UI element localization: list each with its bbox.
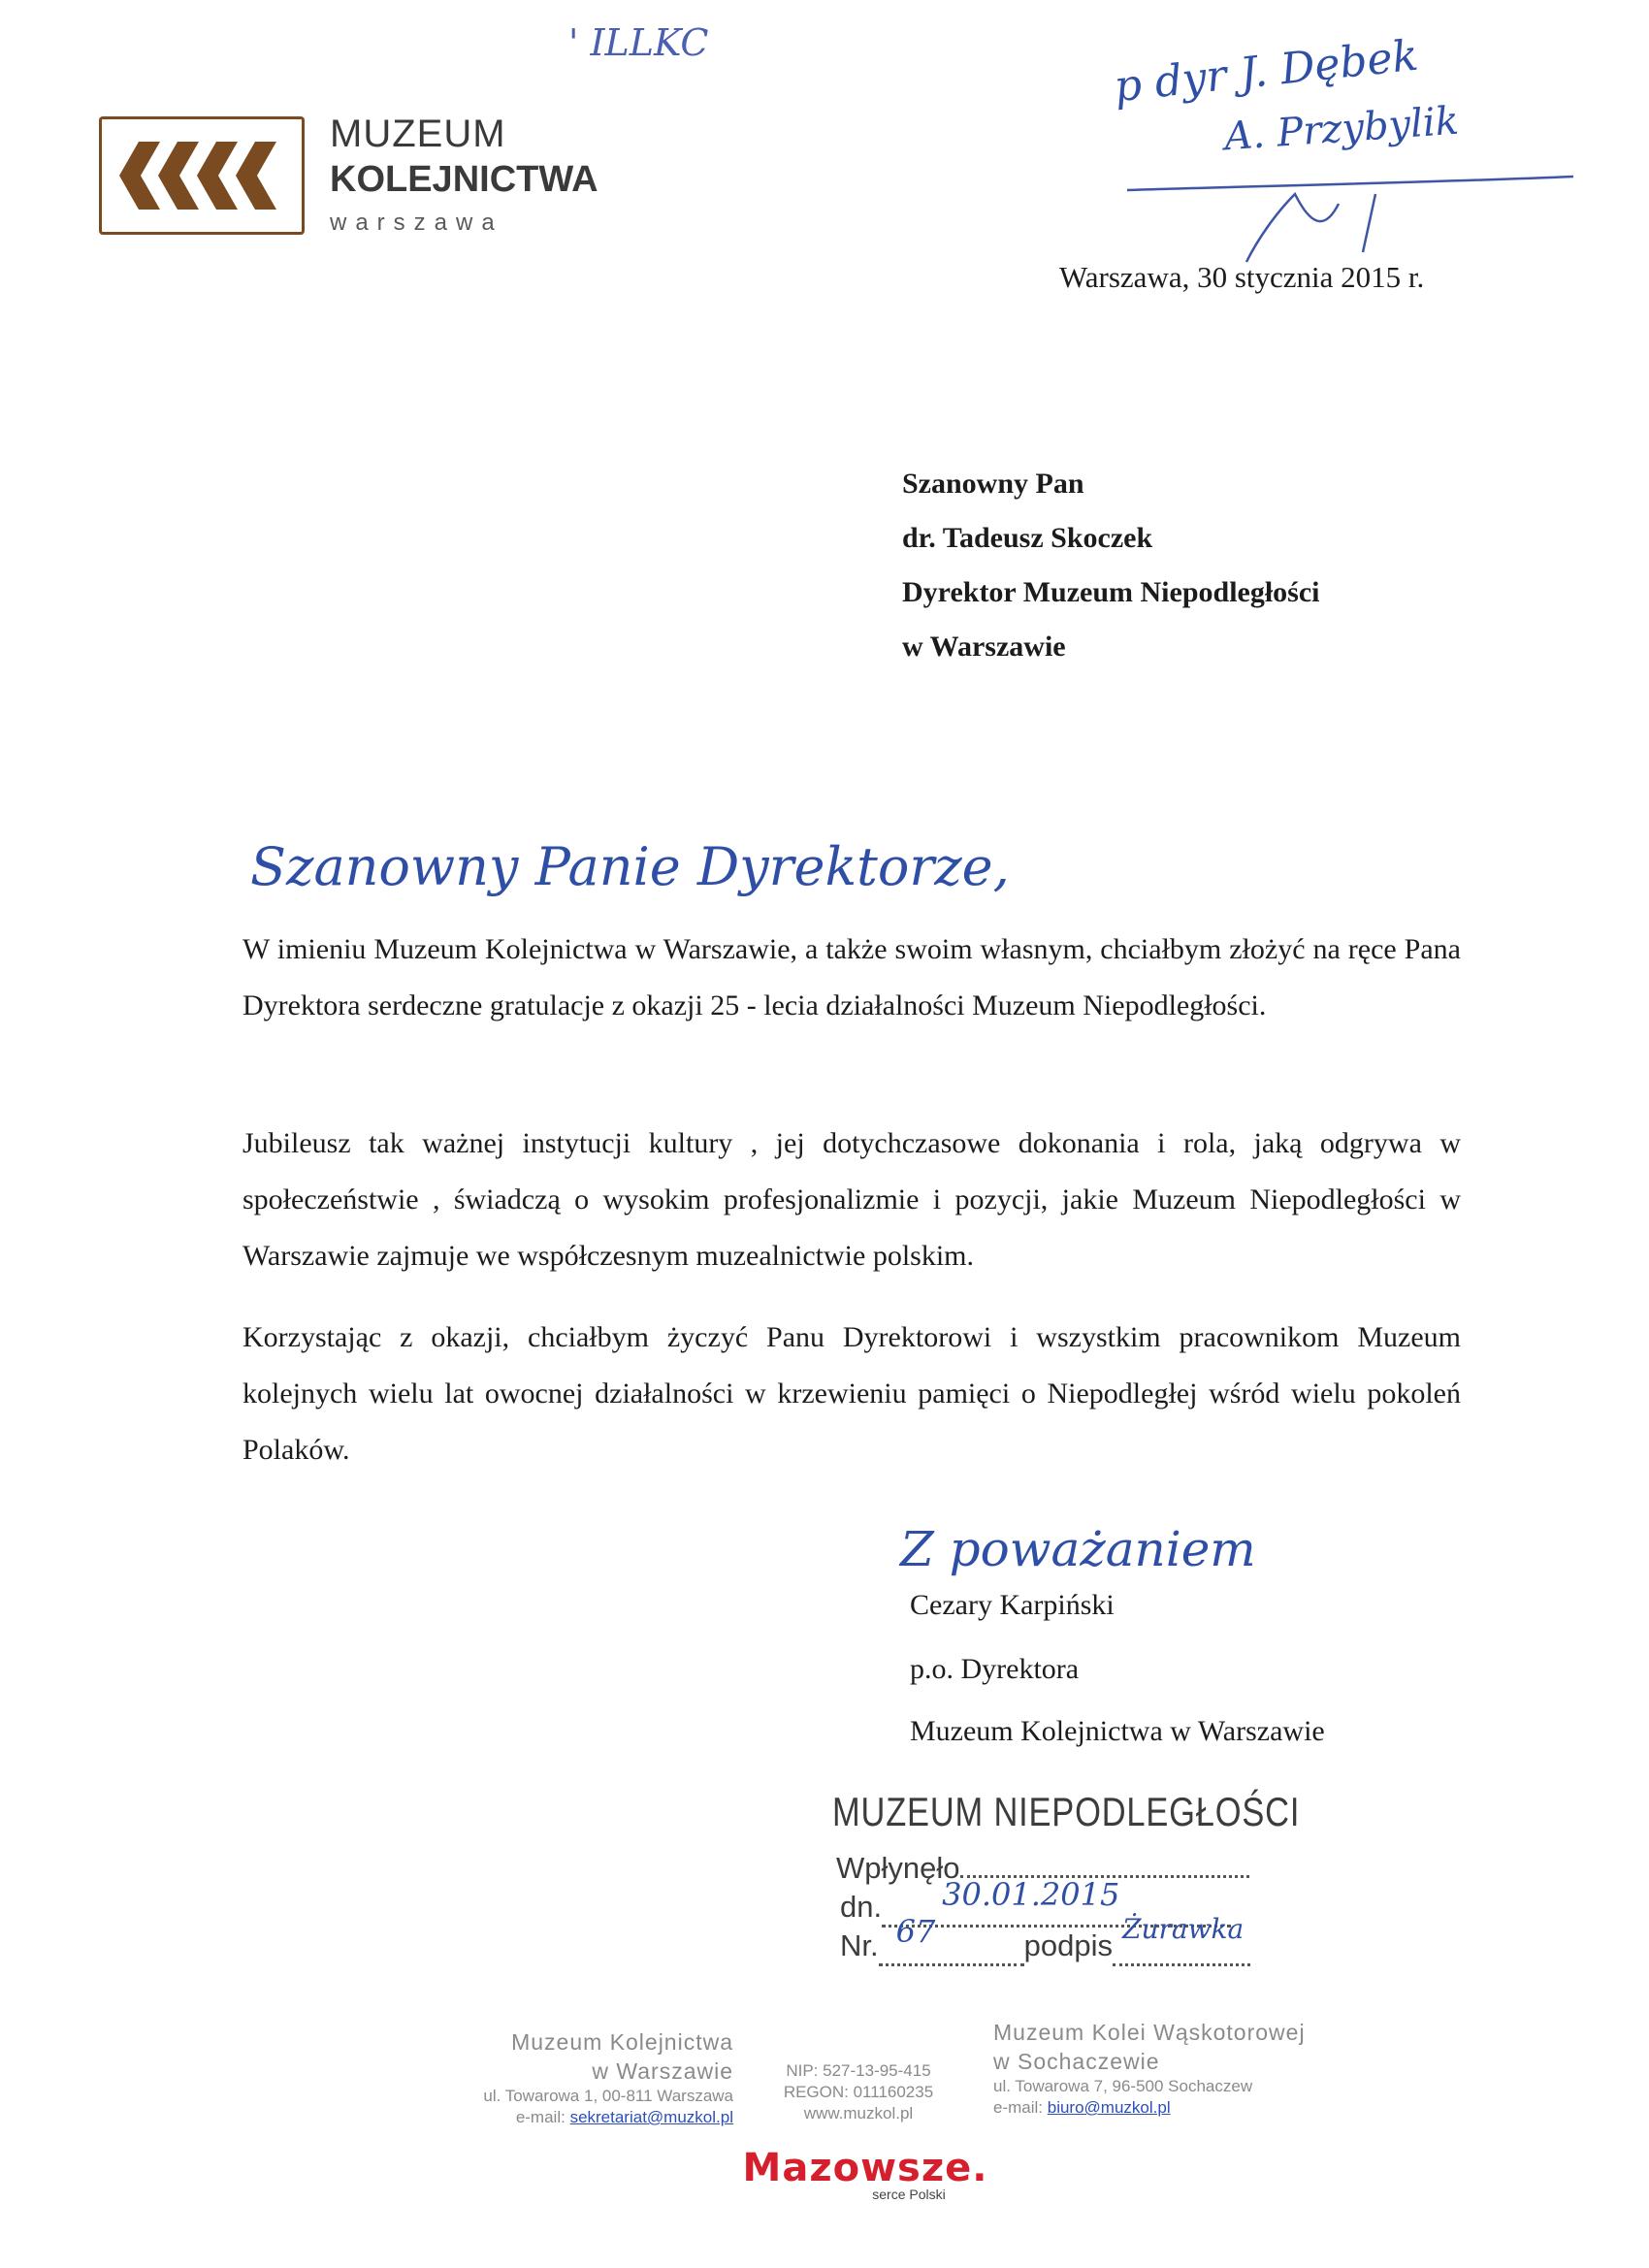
footer-left-email-link[interactable]: sekretariat@muzkol.pl: [569, 2108, 733, 2126]
logo-name-line1: MUZEUM: [330, 113, 506, 155]
stamp-number-row: [840, 1913, 1250, 1966]
footer-left-email-row: [369, 2107, 733, 2128]
railway-chevrons-icon: [110, 132, 294, 219]
footer-right-name-line2: w Sochaczewie: [993, 2049, 1160, 2074]
stamp-date-label: dn.: [840, 1890, 883, 1924]
addressee-line-1: Szanowny Pan: [902, 468, 1084, 500]
letter-date: Warszawa, 30 stycznia 2015 r.: [1059, 260, 1425, 294]
stamp-title: MUZEUM NIEPODLEGŁOŚCI: [832, 1789, 1301, 1834]
body-paragraph-1: W imieniu Muzeum Kolejnictwa w Warszawie, a także swoim własnym, chciałbym złożyć na ręce Pana Dyrektora serdeczne gratulacje z okazji 25 - lecia działalności Muzeum Niepodległości.: [242, 933, 1461, 1021]
handwritten-top-note: ' ILLKC: [568, 21, 709, 64]
stamp-received-label: Wpłynęło: [836, 1851, 960, 1885]
stamp-sign-value: Żurawka: [1121, 1913, 1245, 1945]
footer-right-block: [993, 2018, 1362, 2119]
footer-left-address: ul. Towarowa 1, 00-811 Warszawa: [483, 2087, 733, 2105]
stamp-number-label: Nr.: [840, 1928, 879, 1962]
footer-right-address: ul. Towarowa 7, 96-500 Sochaczew: [993, 2077, 1253, 2095]
logo-name-line2: KOLEJNICTWA: [330, 159, 598, 200]
addressee-line-4: w Warszawie: [902, 631, 1066, 663]
footer-nip: NIP: 527-13-95-415: [786, 2061, 931, 2080]
handwritten-routing-note-line1: p dyr J. Dębek: [1112, 30, 1421, 113]
addressee-line-3: Dyrektor Muzeum Niepodległości: [902, 576, 1320, 608]
body-paragraph-3: Korzystając z okazji, chciałbym życzyć Panu Dyrektorowi i wszystkim pracownikom Muzeum kolejnych wielu lat owocnej działalności w krzewieniu pamięci o Niepodległej wśród wielu pokoleń Polaków.: [242, 1321, 1461, 1466]
addressee-line-2: dr. Tadeusz Skoczek: [902, 522, 1153, 554]
footer-left-email-label: e-mail:: [515, 2108, 566, 2126]
handwritten-initials-mark: [1116, 165, 1581, 272]
handwritten-salutation: Szanowny Panie Dyrektorze,: [250, 836, 1010, 897]
stamp-sign-field: [1113, 1913, 1250, 1966]
stamp-number-value: 67: [895, 1913, 936, 1950]
footer-right-email-row: [993, 2097, 1362, 2119]
body-paragraph-2: Jubileusz tak ważnej instytucji kultury , jej dotychczasowe dokonania i rola, jaką odgrywa w społeczeństwie , świadczą o wysokim profesjonalizmie i pozycji, jakie Muzeum Niepodległości w Warszawie zajmuje we współczesnym muzealnictwie polskim.: [242, 1127, 1461, 1272]
footer-left-name-line2: w Warszawie: [592, 2058, 733, 2084]
signatory-name: Cezary Karpiński: [910, 1589, 1115, 1621]
footer-regon: REGON: 011160235: [783, 2083, 934, 2101]
signatory-institution: Muzeum Kolejnictwa w Warszawie: [910, 1715, 1325, 1747]
stamp-number-field: [879, 1913, 1024, 1966]
stamp-sign-label: podpis: [1023, 1928, 1113, 1962]
sponsor-tagline: serce Polski: [872, 2187, 946, 2202]
handwritten-routing-note-line2: A. Przybylik: [1222, 98, 1461, 160]
footer-left-name-line1: Muzeum Kolejnictwa: [511, 2029, 733, 2055]
footer-right-email-label: e-mail:: [993, 2098, 1044, 2117]
footer-right-name-line1: Muzeum Kolei Wąskotorowej: [993, 2020, 1306, 2045]
footer-left-block: [369, 2027, 733, 2128]
signatory-title: p.o. Dyrektora: [910, 1653, 1080, 1685]
logo-city: warszawa: [330, 210, 503, 236]
handwritten-closing: Z poważaniem: [900, 1521, 1256, 1577]
footer-right-email-link[interactable]: biuro@muzkol.pl: [1047, 2098, 1171, 2117]
footer-website[interactable]: www.muzkol.pl: [803, 2104, 914, 2122]
footer-center-block: [757, 2060, 960, 2124]
sponsor-logo: [729, 2146, 1001, 2202]
stamp-date-value: 30.01.2015: [942, 1876, 1120, 1913]
museum-logo-mark: [99, 116, 305, 235]
sponsor-logo-wordmark: Mazowsze.: [742, 2146, 988, 2190]
